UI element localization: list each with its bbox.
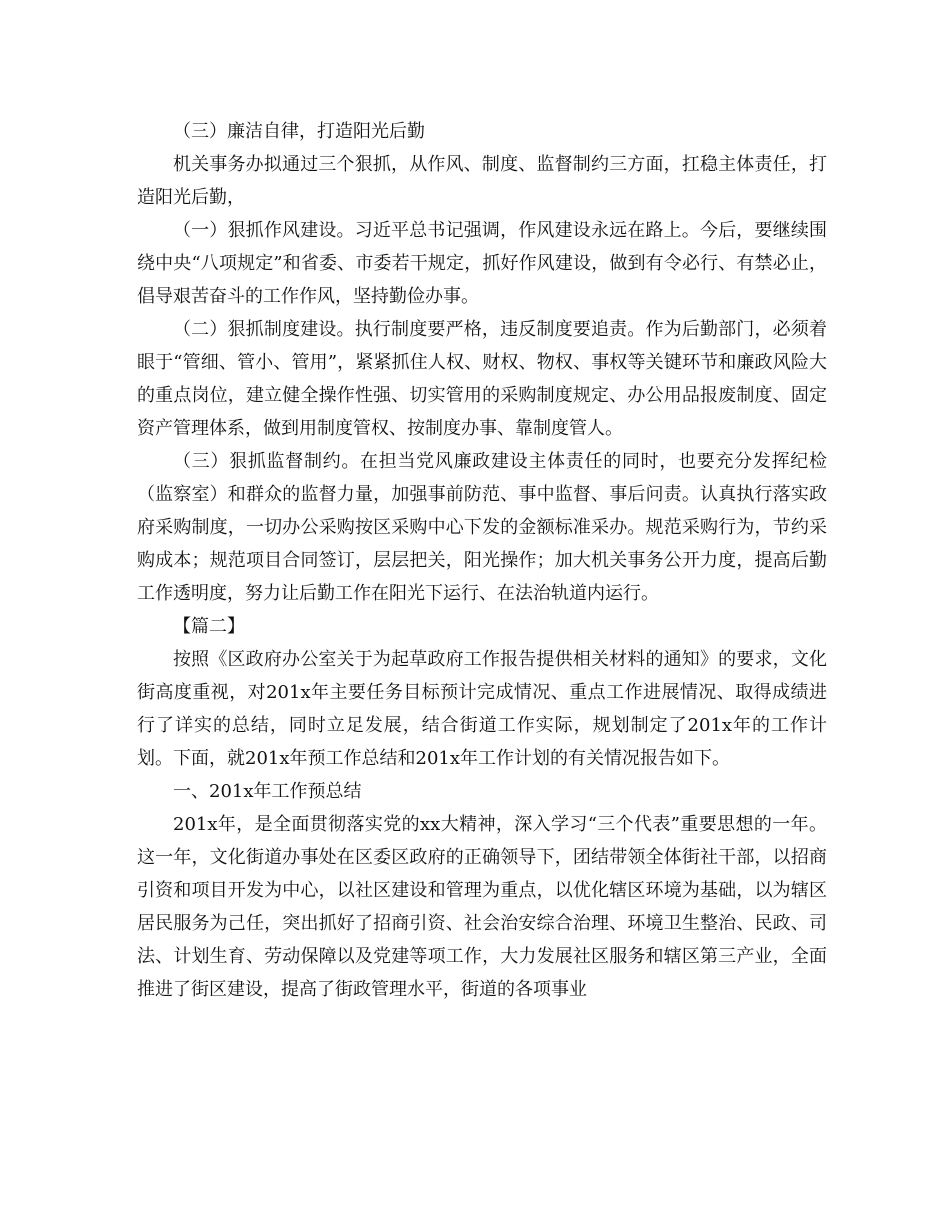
- paragraph-intro: 机关事务办拟通过三个狠抓，从作风、制度、监督制约三方面，扛稳主体责任，打造阳光后勤，: [137, 154, 827, 208]
- section-heading-pianer: 【篇二】: [173, 616, 245, 637]
- paragraph-zhidu: （二）狠抓制度建设。执行制度要严格，违反制度要追责。作为后勤部门，必须着眼于“管细、管小、管用”，紧紧抓住人权、财权、物权、事权等关键环节和廉政风险大的重点岗位，建立健全操作性强、切实管用的采购制度规定、办公用品报废制度、固定资产管理体系，做到用制度管权、按制度办事、靠制度管人。: [137, 319, 827, 439]
- paragraph-zuofeng: （一）狠抓作风建设。习近平总书记强调，作风建设永远在路上。今后，要继续围绕中央“八项规定”和省委、市委若干规定，抓好作风建设，做到有令必行、有禁必止，倡导艰苦奋斗的工作作风，坚持勤俭办事。: [137, 220, 827, 307]
- section-heading-lianjie: （三）廉洁自律，打造阳光后勤: [173, 121, 425, 142]
- paragraph-anzhao: 按照《区政府办公室关于为起草政府工作报告提供相关材料的通知》的要求，文化街高度重视，对201x年主要任务目标预计完成情况、重点工作进展情况、取得成绩进行了详实的总结，同时立足发展，结合街道工作实际，规划制定了201x年的工作计划。下面，就201x年预工作总结和201x年工作计划的有关情况报告如下。: [137, 649, 827, 769]
- section-heading-yuzongjie: 一、201x年工作预总结: [173, 781, 362, 802]
- document-body: [137, 115, 827, 1006]
- paragraph-summary: 201x年，是全面贯彻落实党的xx大精神，深入学习“三个代表”重要思想的一年。这一年，文化街道办事处在区委区政府的正确领导下，团结带领全体街社干部，以招商引资和项目开发为中心，以社区建设和管理为重点，以优化辖区环境为基础，以为辖区居民服务为己任，突出抓好了招商引资、社会治安综合治理、环境卫生整治、民政、司法、计划生育、劳动保障以及党建等项工作，大力发展社区服务和辖区第三产业，全面推进了街区建设，提高了街政管理水平，街道的各项事业: [137, 814, 827, 1000]
- paragraph-jiandu: （三）狠抓监督制约。在担当党风廉政建设主体责任的同时，也要充分发挥纪检（监察室）和群众的监督力量，加强事前防范、事中监督、事后问责。认真执行落实政府采购制度，一切办公采购按区采购中心下发的金额标准采办。规范采购行为，节约采购成本；规范项目合同签订，层层把关，阳光操作；加大机关事务公开力度，提高后勤工作透明度，努力让后勤工作在阳光下运行、在法治轨道内运行。: [137, 451, 827, 604]
